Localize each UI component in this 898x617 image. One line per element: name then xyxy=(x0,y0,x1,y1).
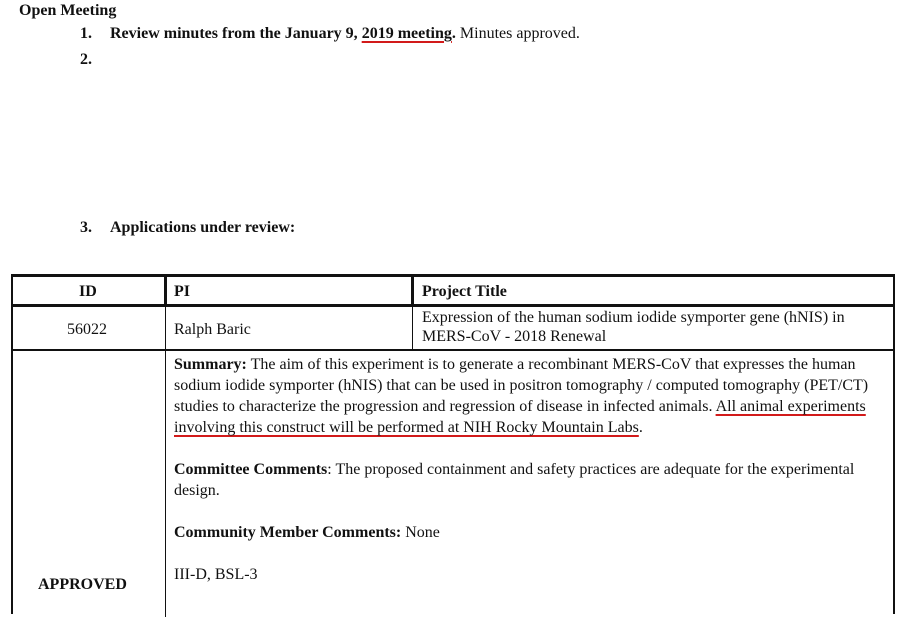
classification-text: III-D, BSL-3 xyxy=(174,566,258,583)
header-row-border xyxy=(13,304,893,307)
cell-id: 56022 xyxy=(67,321,107,338)
committee-paragraph xyxy=(174,459,886,501)
column-divider xyxy=(165,306,166,617)
applications-table xyxy=(11,274,895,614)
column-header-id: ID xyxy=(79,283,97,300)
item-number: 1. xyxy=(80,25,92,42)
item-number: 3. xyxy=(80,219,92,236)
classification-paragraph xyxy=(174,564,886,585)
summary-paragraph xyxy=(174,354,886,438)
summary-label: Summary: xyxy=(174,356,247,373)
summary-end: . xyxy=(638,419,643,436)
cell-project-title: Expression of the human sodium iodide symporter gene (hNIS) in MERS-CoV - 2018 Renewal xyxy=(422,309,845,345)
review-details xyxy=(174,354,886,606)
item-text-normal: Minutes approved. xyxy=(455,25,580,42)
committee-label: Committee Comments xyxy=(174,461,328,478)
agenda-item-3 xyxy=(80,219,295,237)
status-approved: APPROVED xyxy=(38,576,127,593)
header-divider xyxy=(164,277,167,306)
header-divider xyxy=(411,277,414,306)
item-number: 2. xyxy=(80,51,92,68)
row-border xyxy=(13,349,893,351)
column-divider xyxy=(412,306,413,350)
committee-text: : The proposed containment and safety practices are adequate for the experimental design. xyxy=(174,461,855,499)
community-text: None xyxy=(401,524,440,541)
column-header-project-title: Project Title xyxy=(422,283,507,300)
community-label: Community Member Comments: xyxy=(174,524,402,541)
cell-pi: Ralph Baric xyxy=(174,321,251,338)
item-text-bold: Review minutes from the January 9, xyxy=(110,25,362,42)
column-header-pi: PI xyxy=(174,283,190,300)
item-text: Applications under review: xyxy=(110,219,296,236)
agenda-item-2 xyxy=(80,51,110,69)
section-heading: Open Meeting xyxy=(19,2,117,19)
annotated-text: All animal experiments involving this construct will be performed at NIH Rocky Mountain Labs xyxy=(174,398,866,436)
agenda-item-1 xyxy=(80,25,580,43)
community-paragraph xyxy=(174,522,886,543)
summary-text: The aim of this experiment is to generate a recombinant MERS-CoV that expresses the human sodium iodide symporter (hNIS) that can be used in positron tomography / computed tomography (PET/CT) studies to characterize the progression and regression of disease in infected animals. xyxy=(174,356,869,415)
item-text-bold-end: . xyxy=(451,25,456,42)
annotated-text: 2019 meeting xyxy=(361,25,452,42)
